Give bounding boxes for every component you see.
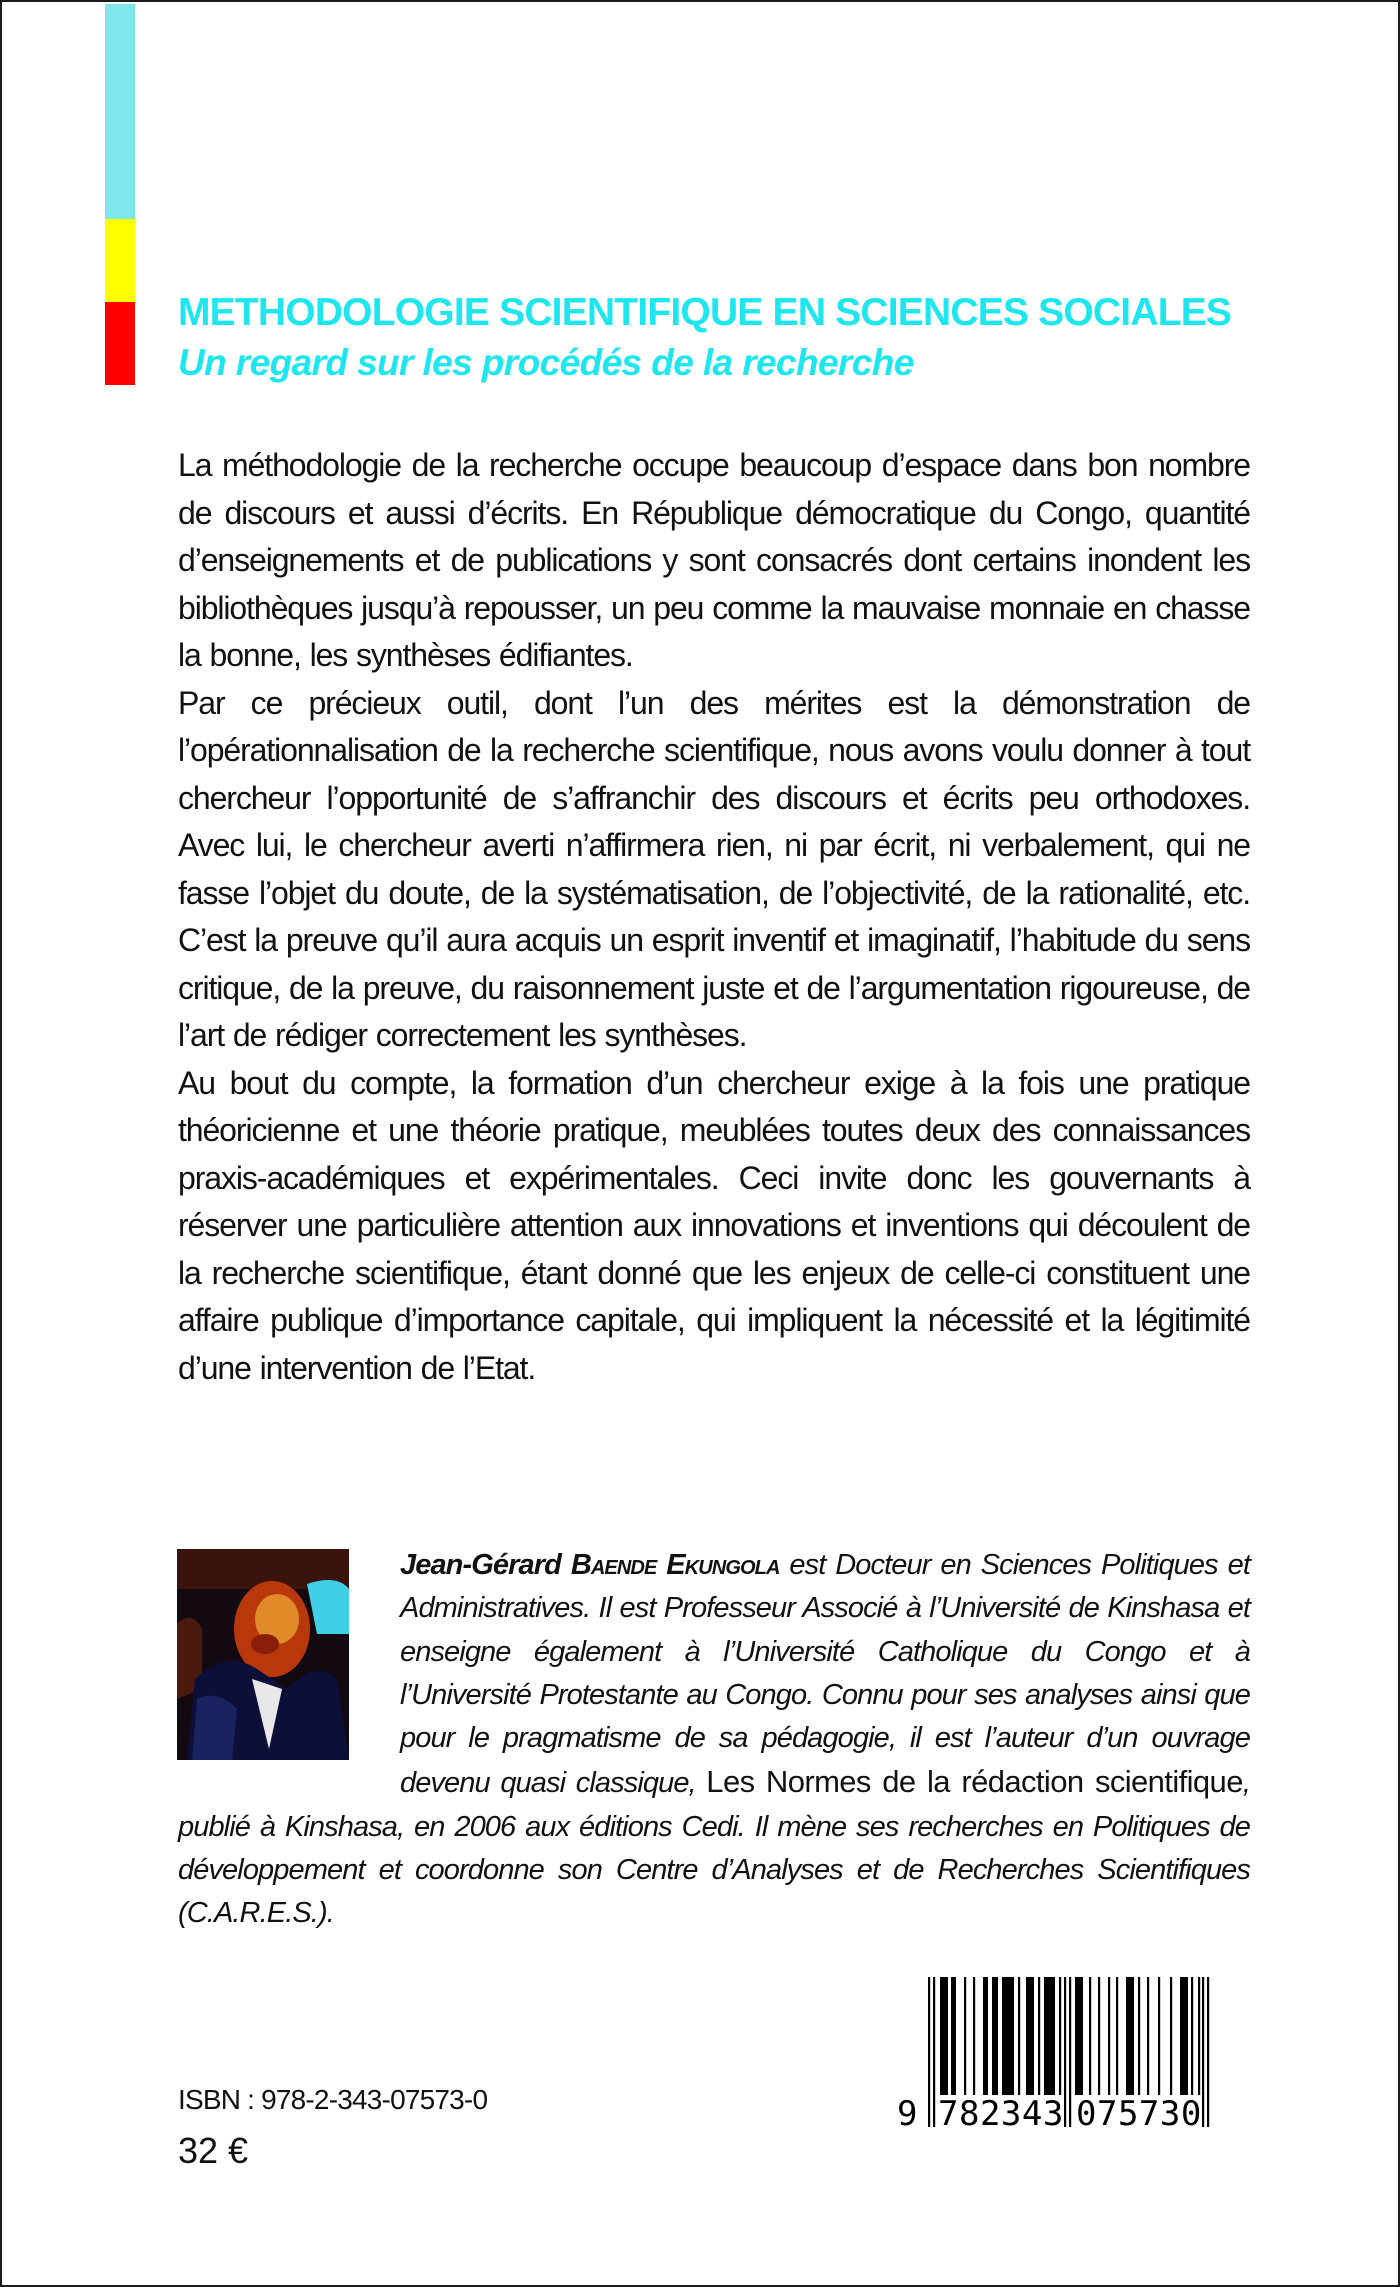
author-bio [178,1544,1250,1936]
summary-paragraph: La méthodologie de la recherche occupe beaucoup d’espace dans bon nombre de discours et aussi d’écrits. En République démocratique du Congo, quantité d’enseignements et de publications y sont consacrés dont certains inondent les bibliothèques jusqu’à repousser, un peu comme la mauvaise monnaie en chasse la bonne, les synthèses édifiantes. [178,447,1250,673]
summary-text [178,442,1250,1392]
summary-paragraph: Par ce précieux outil, dont l’un des mérites est la démonstration de l’opérationnalisation de la recherche scientifique, nous avons voulu donner à tout chercheur l’opportunité de s’affranchir des discours et écrits peu orthodoxes. Avec lui, le chercheur averti n’affirmera rien, ni par écrit, ni verbalement, qui ne fasse l’objet du doute, de la systématisation, de l’objectivité, de la rationalité, etc. C’est la preuve qu’il aura acquis un esprit inventif et imaginatif, l’habitude du sens critique, de la preuve, du raisonnement juste et de l’argumentation rigoureuse, de l’art de rédiger correctement les synthèses. [178,684,1250,1053]
color-stripe-cyan [105,4,135,219]
bio-text: est Docteur en Sciences Politiques et Administratives. Il est Professeur Associé à l’Université de Kinshasa et enseigne également à l’Université Catholique du Congo et à l’Université Protestante au Congo. Connu pour ses analyses ainsi que pour le pragmatisme de sa pédagogie, il est l’auteur d’un ouvrage devenu quasi classique, [400,1549,1250,1800]
author-first-name: Jean-Gérard [400,1549,561,1581]
price: 32 € [178,2130,249,2171]
isbn: ISBN : 978-2-343-07573-0 [178,2084,488,2115]
barcode-first-digit: 9 [897,2094,918,2134]
author-last-name: Baende Ekungola [570,1549,780,1581]
bio-text-continued: , publié à Kinshasa, en 2006 aux éditions Cedi. Il mène ses recherches en Politiques de développement et coordonne son Centre d’Analyses et de Recherches Scientifiques (C.A.R.E.S.). [178,1767,1251,1930]
book-subtitle: Un regard sur les procédés de la recherche [178,342,914,383]
barcode-right-group: 075730 [1076,2094,1202,2134]
referenced-book-title: Les Normes de la rédaction scientifique [706,1764,1243,1800]
book-title: METHODOLOGIE SCIENTIFIQUE EN SCIENCES SOCIALES [178,291,1232,334]
summary-paragraph: Au bout du compte, la formation d’un chercheur exige à la fois une pratique théoricienne et une théorie pratique, meublées toutes deux des connaissances praxis-académiques et expérimentales. Ceci invite donc les gouvernants à réserver une particulière attention aux innovations et inventions qui découlent de la recherche scientifique, étant donné que les enjeux de celle-ci constituent une affaire publique d’importance capitale, qui impliquent la nécessité et la légitimité d’une intervention de l’Etat. [178,1064,1250,1386]
barcode-left-group: 782343 [938,2094,1064,2134]
color-stripe-yellow [105,219,135,302]
photo-spacer [178,1544,400,1802]
color-stripe-red [105,302,135,385]
